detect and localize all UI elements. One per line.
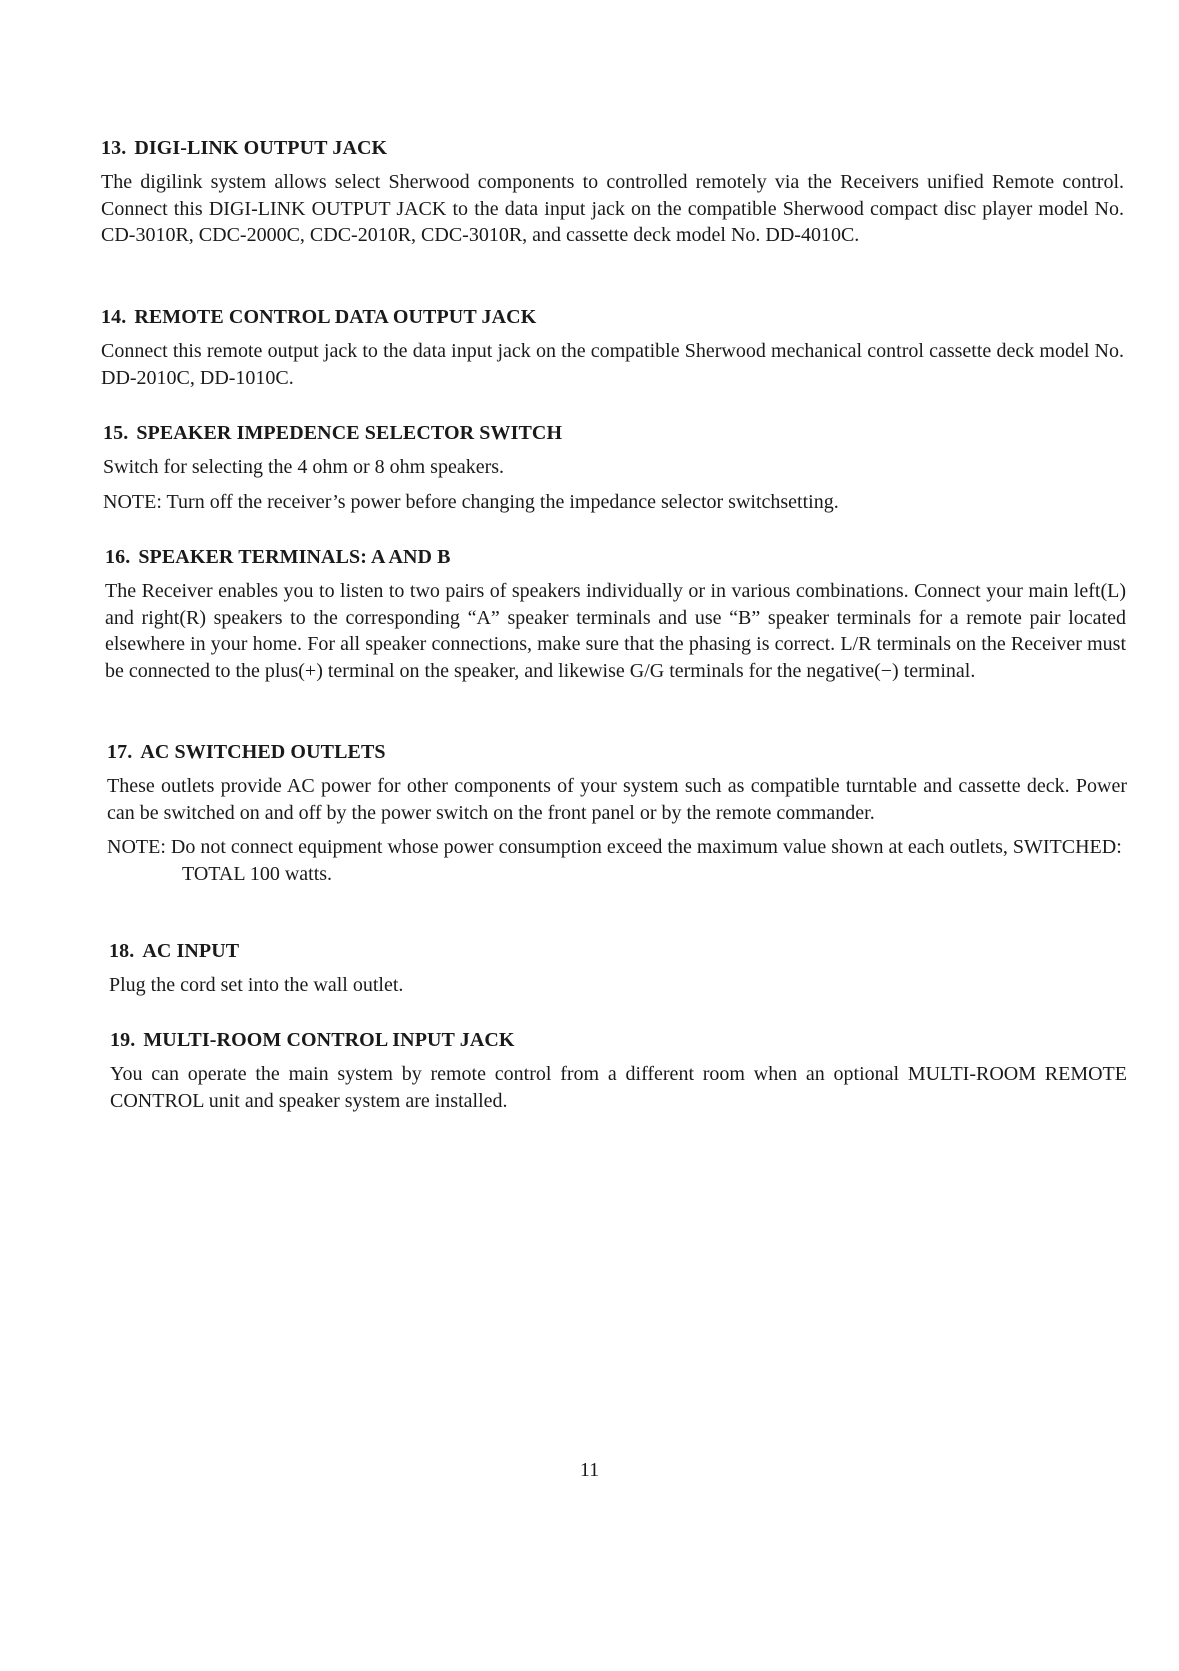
section-number: 16. [105,546,131,568]
section-19 [110,1027,1127,1114]
section-17 [107,739,1127,887]
section-number: 18. [109,940,135,962]
section-paragraph: The digilink system allows select Sherwood components to controlled remotely via the Receivers unified Remote control. Connect this DIGI-LINK OUTPUT JACK to the data input jack on the compatible Sherwood compact disc player model No. CD-3010R, CDC-2000C, CDC-2010R, CDC-3010R, and cassette deck model No. DD-4010C. [101,171,1124,246]
section-heading [101,304,1124,330]
section-note: NOTE: Turn off the receiver’s power before changing the impedance selector switchsetting. [103,490,839,513]
section-paragraph: You can operate the main system by remote control from a different room when an optional MULTI-ROOM REMOTE CONTROL unit and speaker system are installed. [110,1063,1127,1112]
section-number: 19. [110,1029,136,1051]
section-paragraph: The Receiver enables you to listen to two pairs of speakers individually or in various combinations. Connect your main left(L) and right(R) speakers to the corresponding “A” speaker terminals and use “B” speaker terminals for a remote pair located elsewhere in your home. For all speaker connections, make sure that the phasing is correct. L/R terminals on the Receiver must be connected to the plus(+) terminal on the speaker, and likewise G/G terminals for the negative(−) terminal. [105,580,1126,682]
section-title: SPEAKER IMPEDENCE SELECTOR SWITCH [136,422,563,444]
section-13 [101,135,1124,249]
section-14 [101,304,1124,391]
section-paragraph: Plug the cord set into the wall outlet. [109,974,404,996]
section-heading [103,420,1126,446]
section-heading [105,544,1126,570]
section-number: 14. [101,306,127,328]
section-16 [105,544,1126,684]
section-note: NOTE: Do not connect equipment whose power consumption exceed the maximum value shown at each outlets, SWITCHED: TOTAL 100 watts. [107,836,1122,885]
page-number: 11 [579,1459,600,1481]
section-heading [109,938,1127,964]
section-title: MULTI-ROOM CONTROL INPUT JACK [143,1029,515,1051]
section-title: AC SWITCHED OUTLETS [140,741,386,763]
section-number: 17. [107,741,133,763]
section-paragraph: Switch for selecting the 4 ohm or 8 ohm speakers. [103,456,505,478]
section-heading [101,135,1124,161]
section-title: REMOTE CONTROL DATA OUTPUT JACK [134,306,537,328]
section-heading [110,1027,1127,1053]
section-title: SPEAKER TERMINALS: A AND B [138,546,451,568]
section-paragraph: These outlets provide AC power for other components of your system such as compatible turntable and cassette deck. Power can be switched on and off by the power switch on the front panel or by the remote commander. [107,775,1127,824]
section-15 [103,420,1126,515]
section-paragraph: Connect this remote output jack to the data input jack on the compatible Sherwood mechanical control cassette deck model No. DD-2010C, DD-1010C. [101,340,1124,389]
section-number: 15. [103,422,129,444]
section-18 [109,938,1127,999]
section-title: AC INPUT [142,940,240,962]
section-number: 13. [101,137,127,159]
section-heading [107,739,1127,765]
section-title: DIGI-LINK OUTPUT JACK [134,137,388,159]
